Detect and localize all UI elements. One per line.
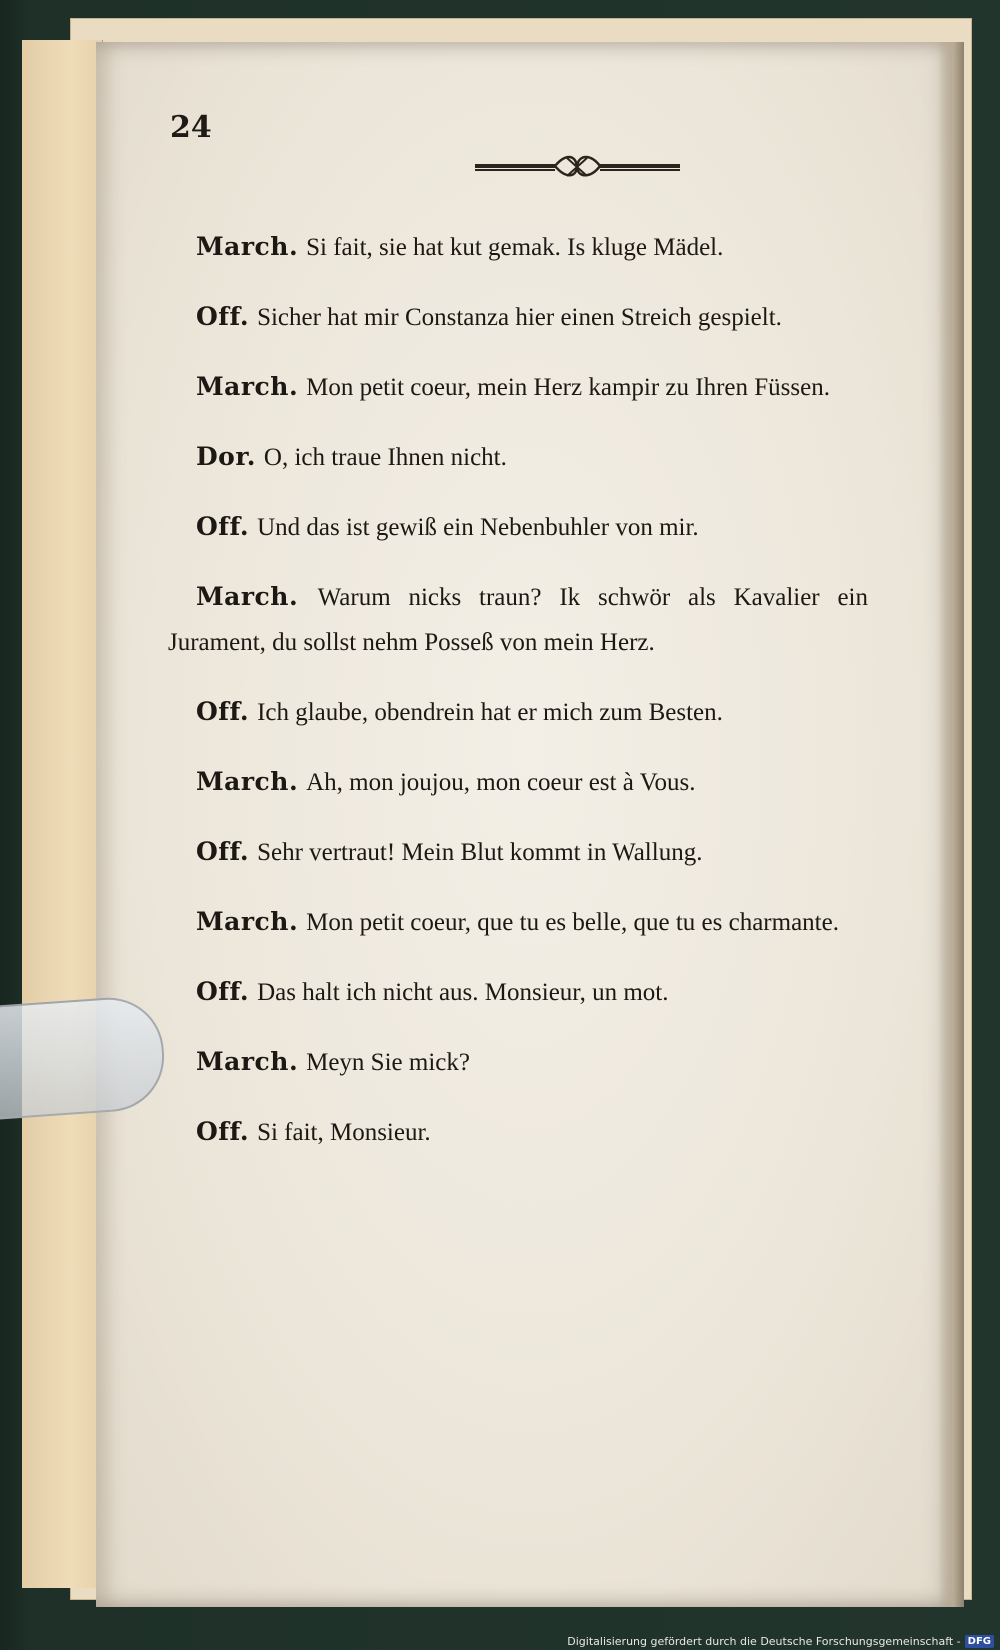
speaker-name: March. xyxy=(196,582,299,611)
speech-text: Si fait, sie hat kut gemak. Is kluge Mädel. xyxy=(306,234,724,261)
speaker-name: March. xyxy=(196,1047,299,1076)
page-fold-shadow xyxy=(938,42,964,1607)
speech-line xyxy=(168,435,868,480)
speech-text: Ich glaube, obendrein hat er mich zum Besten. xyxy=(257,699,723,726)
speaker-name: March. xyxy=(196,767,299,796)
speaker-name: Off. xyxy=(196,837,250,866)
speaker-name: Off. xyxy=(196,1117,250,1146)
footer-credit: Digitalisierung gefördert durch die Deutsche Forschungsgemeinschaft - xyxy=(567,1635,961,1648)
speech-line xyxy=(168,295,868,340)
speech-line xyxy=(168,970,868,1015)
speech-line xyxy=(168,225,868,270)
speech-text: Mon petit coeur, que tu es belle, que tu es charmante. xyxy=(306,909,839,936)
speech-line xyxy=(168,690,868,735)
speech-text: Sicher hat mir Constanza hier einen Streich gespielt. xyxy=(257,304,782,331)
speech-line xyxy=(168,365,868,410)
speech-line xyxy=(168,1110,868,1155)
page-stack-edge xyxy=(22,40,103,1588)
speaker-name: Off. xyxy=(196,977,250,1006)
speech-line xyxy=(168,575,868,665)
speaker-name: March. xyxy=(196,232,299,261)
speaker-name: Dor. xyxy=(196,442,256,471)
speech-text: Sehr vertraut! Mein Blut kommt in Wallung. xyxy=(257,839,703,866)
page-number: 24 xyxy=(170,110,212,145)
dfg-logo: DFG xyxy=(965,1635,994,1648)
speaker-name: Off. xyxy=(196,302,250,331)
speech-text: Ah, mon joujou, mon coeur est à Vous. xyxy=(306,769,696,796)
header-ornament-icon xyxy=(475,152,680,182)
speech-text: Warum nicks traun? Ik schwör als Kavalier ein Jurament, du sollst nehm Posseß von mein Herz. xyxy=(168,584,868,656)
speech-line xyxy=(168,1040,868,1085)
speech-text: Meyn Sie mick? xyxy=(306,1049,470,1076)
speaker-name: March. xyxy=(196,372,299,401)
speech-text: Und das ist gewiß ein Nebenbuhler von mir. xyxy=(257,514,699,541)
speech-line xyxy=(168,900,868,945)
footer xyxy=(567,1635,994,1648)
play-text xyxy=(168,200,868,1163)
speech-text: Das halt ich nicht aus. Monsieur, un mot. xyxy=(257,979,669,1006)
speaker-name: Off. xyxy=(196,512,250,541)
speech-line xyxy=(168,505,868,550)
speech-line xyxy=(168,760,868,805)
speech-text: O, ich traue Ihnen nicht. xyxy=(263,444,507,471)
speech-text: Si fait, Monsieur. xyxy=(257,1119,431,1146)
speaker-name: Off. xyxy=(196,697,250,726)
speaker-name: March. xyxy=(196,907,299,936)
speech-text: Mon petit coeur, mein Herz kampir zu Ihren Füssen. xyxy=(306,374,830,401)
speech-line xyxy=(168,830,868,875)
